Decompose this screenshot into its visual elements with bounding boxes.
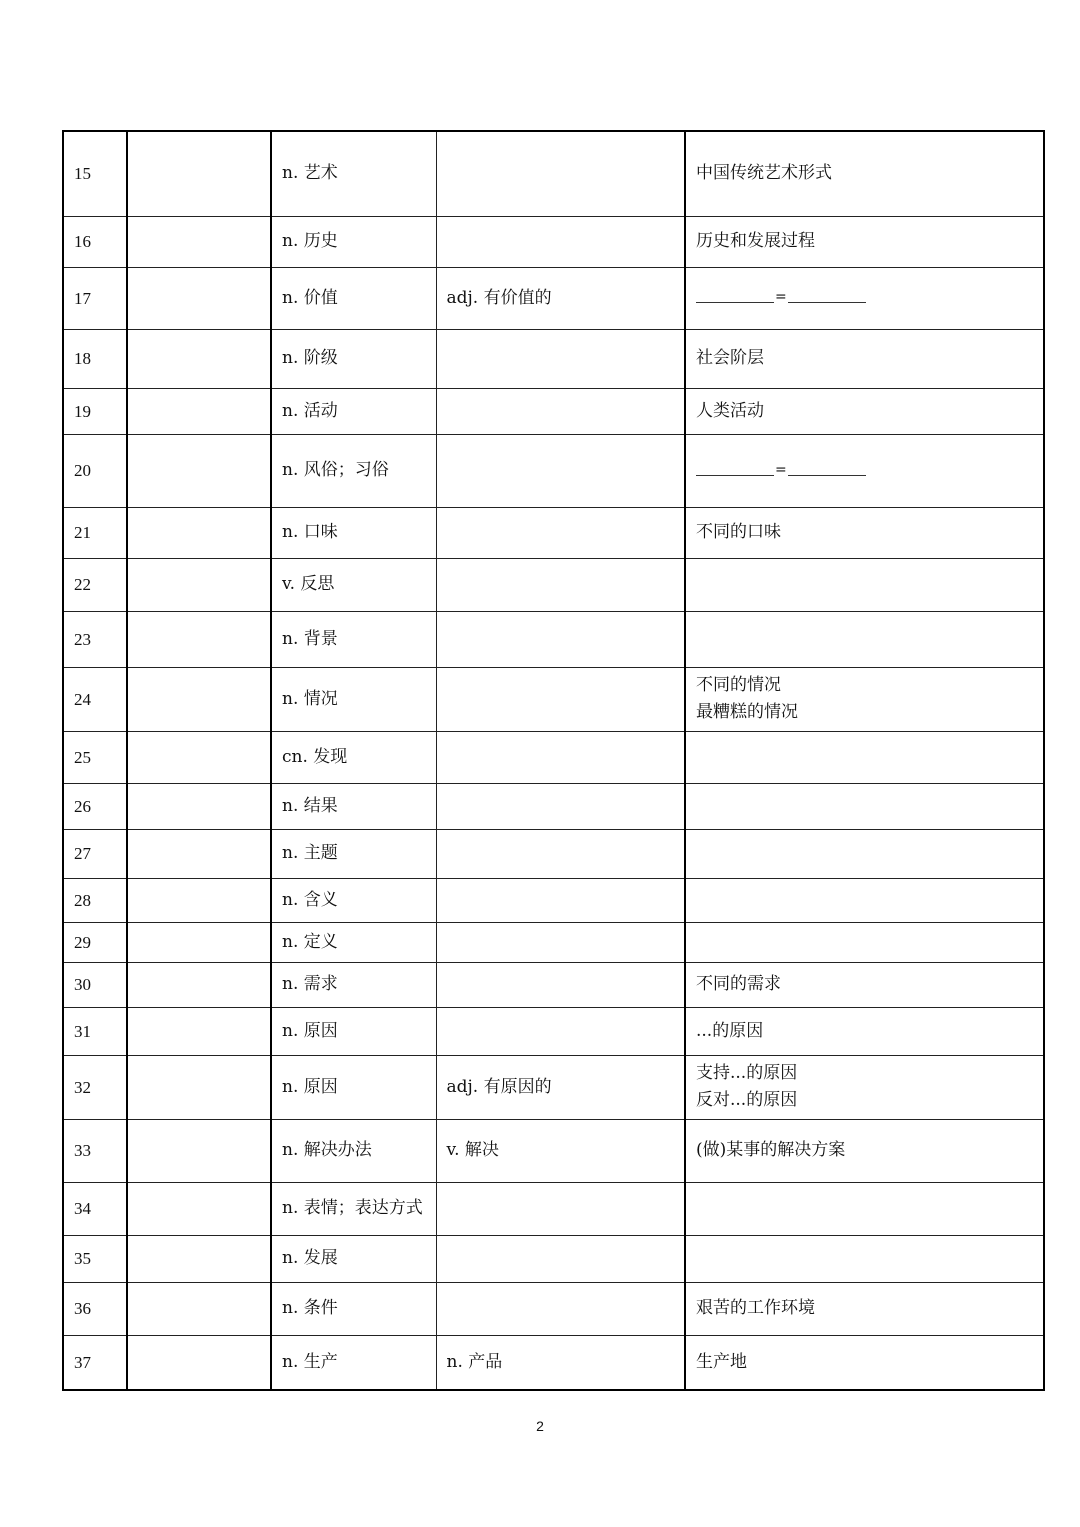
phrase-line: 生产地 bbox=[696, 1351, 747, 1372]
word-cell[interactable] bbox=[127, 216, 271, 267]
derivative-cell bbox=[436, 388, 685, 434]
phrase-line: 中国传统艺术形式 bbox=[696, 163, 832, 184]
word-cell[interactable] bbox=[127, 731, 271, 783]
phrase-cell bbox=[685, 878, 1044, 922]
phrase-cell bbox=[685, 611, 1044, 667]
phrase-cell bbox=[685, 1007, 1044, 1055]
fill-in-blank-pair[interactable] bbox=[696, 288, 866, 308]
word-cell[interactable] bbox=[127, 1182, 271, 1235]
meaning-cell: n. 历史 bbox=[271, 216, 436, 267]
word-cell[interactable] bbox=[127, 783, 271, 829]
row-number-cell: 30 bbox=[63, 962, 127, 1007]
meaning-cell: n. 结果 bbox=[271, 783, 436, 829]
word-cell[interactable] bbox=[127, 267, 271, 329]
derivative-cell bbox=[436, 1282, 685, 1335]
phrase-line: 人类活动 bbox=[696, 400, 764, 421]
derivative-cell bbox=[436, 216, 685, 267]
word-cell[interactable] bbox=[127, 1235, 271, 1282]
meaning-cell: n. 生产 bbox=[271, 1335, 436, 1390]
row-number-cell: 23 bbox=[63, 611, 127, 667]
word-cell[interactable] bbox=[127, 1119, 271, 1182]
table-body bbox=[63, 131, 1044, 1390]
blank-line[interactable] bbox=[788, 457, 866, 476]
meaning-cell: n. 风俗；习俗 bbox=[271, 434, 436, 507]
phrase-line: 支持...的原因 bbox=[696, 1063, 798, 1083]
table-row bbox=[63, 922, 1044, 962]
row-number-cell: 36 bbox=[63, 1282, 127, 1335]
row-number-cell: 33 bbox=[63, 1119, 127, 1182]
row-number-cell: 15 bbox=[63, 131, 127, 216]
row-number-cell: 34 bbox=[63, 1182, 127, 1235]
phrase-cell bbox=[685, 922, 1044, 962]
vocabulary-table bbox=[62, 130, 1045, 1391]
meaning-cell: cn. 发现 bbox=[271, 731, 436, 783]
phrase-cell bbox=[685, 507, 1044, 558]
table-row bbox=[63, 507, 1044, 558]
derivative-cell bbox=[436, 829, 685, 878]
word-cell[interactable] bbox=[127, 1055, 271, 1119]
phrase-cell bbox=[685, 829, 1044, 878]
row-number-cell: 31 bbox=[63, 1007, 127, 1055]
derivative-cell bbox=[436, 131, 685, 216]
meaning-cell: v. 反思 bbox=[271, 558, 436, 611]
phrase-line: ...的原因 bbox=[696, 1020, 764, 1041]
phrase-cell bbox=[685, 329, 1044, 388]
word-cell[interactable] bbox=[127, 434, 271, 507]
derivative-cell bbox=[436, 962, 685, 1007]
meaning-cell: n. 原因 bbox=[271, 1055, 436, 1119]
row-number-cell: 17 bbox=[63, 267, 127, 329]
phrase-cell bbox=[685, 783, 1044, 829]
table-row bbox=[63, 558, 1044, 611]
table-row bbox=[63, 667, 1044, 731]
phrase-line: (做)某事的解决方案 bbox=[696, 1140, 846, 1160]
table-row bbox=[63, 962, 1044, 1007]
table-row bbox=[63, 1119, 1044, 1182]
meaning-cell: n. 解决办法 bbox=[271, 1119, 436, 1182]
phrase-cell bbox=[685, 131, 1044, 216]
word-cell[interactable] bbox=[127, 329, 271, 388]
derivative-cell: v. 解决 bbox=[436, 1119, 685, 1182]
row-number-cell: 27 bbox=[63, 829, 127, 878]
phrase-cell bbox=[685, 216, 1044, 267]
phrase-cell bbox=[685, 434, 1044, 507]
table-row bbox=[63, 1055, 1044, 1119]
row-number-cell: 19 bbox=[63, 388, 127, 434]
meaning-cell: n. 原因 bbox=[271, 1007, 436, 1055]
table-row bbox=[63, 216, 1044, 267]
table-row bbox=[63, 434, 1044, 507]
row-number-cell: 21 bbox=[63, 507, 127, 558]
phrase-line: 最糟糕的情况 bbox=[696, 702, 798, 722]
word-cell[interactable] bbox=[127, 962, 271, 1007]
meaning-cell: n. 含义 bbox=[271, 878, 436, 922]
table-row bbox=[63, 329, 1044, 388]
table-row bbox=[63, 878, 1044, 922]
word-cell[interactable] bbox=[127, 667, 271, 731]
phrase-cell bbox=[685, 1282, 1044, 1335]
derivative-cell bbox=[436, 329, 685, 388]
row-number-cell: 29 bbox=[63, 922, 127, 962]
derivative-cell: adj. 有价值的 bbox=[436, 267, 685, 329]
derivative-cell bbox=[436, 434, 685, 507]
word-cell[interactable] bbox=[127, 131, 271, 216]
derivative-cell bbox=[436, 922, 685, 962]
meaning-cell: n. 定义 bbox=[271, 922, 436, 962]
blank-line[interactable] bbox=[696, 284, 774, 303]
row-number-cell: 25 bbox=[63, 731, 127, 783]
fill-in-blank-pair[interactable] bbox=[696, 461, 866, 481]
equals-sign: = bbox=[775, 289, 787, 305]
phrase-cell bbox=[685, 1055, 1044, 1119]
table-row bbox=[63, 829, 1044, 878]
meaning-cell: n. 活动 bbox=[271, 388, 436, 434]
derivative-cell bbox=[436, 507, 685, 558]
derivative-cell: adj. 有原因的 bbox=[436, 1055, 685, 1119]
table-row bbox=[63, 1007, 1044, 1055]
phrase-cell bbox=[685, 267, 1044, 329]
word-cell[interactable] bbox=[127, 507, 271, 558]
word-cell[interactable] bbox=[127, 611, 271, 667]
meaning-cell: n. 需求 bbox=[271, 962, 436, 1007]
derivative-cell: n. 产品 bbox=[436, 1335, 685, 1390]
derivative-cell bbox=[436, 1235, 685, 1282]
phrase-cell bbox=[685, 1182, 1044, 1235]
phrase-cell bbox=[685, 1335, 1044, 1390]
derivative-cell bbox=[436, 558, 685, 611]
phrase-line: 社会阶层 bbox=[696, 348, 764, 368]
word-cell[interactable] bbox=[127, 1282, 271, 1335]
meaning-cell: n. 表情；表达方式 bbox=[271, 1182, 436, 1235]
table-row bbox=[63, 131, 1044, 216]
row-number-cell: 37 bbox=[63, 1335, 127, 1390]
phrase-cell bbox=[685, 1235, 1044, 1282]
table-row bbox=[63, 611, 1044, 667]
row-number-cell: 16 bbox=[63, 216, 127, 267]
word-cell[interactable] bbox=[127, 558, 271, 611]
word-cell[interactable] bbox=[127, 1007, 271, 1055]
phrase-cell bbox=[685, 558, 1044, 611]
word-cell[interactable] bbox=[127, 388, 271, 434]
meaning-cell: n. 背景 bbox=[271, 611, 436, 667]
derivative-cell bbox=[436, 783, 685, 829]
derivative-cell bbox=[436, 731, 685, 783]
row-number-cell: 26 bbox=[63, 783, 127, 829]
page-number: 2 bbox=[536, 1418, 544, 1434]
row-number-cell: 20 bbox=[63, 434, 127, 507]
word-cell[interactable] bbox=[127, 878, 271, 922]
phrase-line: 不同的需求 bbox=[696, 974, 781, 994]
phrase-line: 不同的口味 bbox=[696, 522, 781, 542]
phrase-line: 不同的情况 bbox=[696, 675, 781, 695]
blank-line[interactable] bbox=[788, 284, 866, 303]
derivative-cell bbox=[436, 1007, 685, 1055]
meaning-cell: n. 阶级 bbox=[271, 329, 436, 388]
word-cell[interactable] bbox=[127, 1335, 271, 1390]
row-number-cell: 35 bbox=[63, 1235, 127, 1282]
table-row bbox=[63, 1282, 1044, 1335]
derivative-cell bbox=[436, 1182, 685, 1235]
meaning-cell: n. 价值 bbox=[271, 267, 436, 329]
row-number-cell: 22 bbox=[63, 558, 127, 611]
table-row bbox=[63, 1235, 1044, 1282]
table-row bbox=[63, 267, 1044, 329]
meaning-cell: n. 发展 bbox=[271, 1235, 436, 1282]
row-number-cell: 18 bbox=[63, 329, 127, 388]
phrase-cell bbox=[685, 962, 1044, 1007]
meaning-cell: n. 情况 bbox=[271, 667, 436, 731]
equals-sign: = bbox=[775, 461, 787, 478]
phrase-cell bbox=[685, 667, 1044, 731]
phrase-cell bbox=[685, 731, 1044, 783]
table-row bbox=[63, 731, 1044, 783]
phrase-line: 反对...的原因 bbox=[696, 1090, 798, 1110]
phrase-line: 艰苦的工作环境 bbox=[696, 1298, 815, 1318]
row-number-cell: 32 bbox=[63, 1055, 127, 1119]
table-row bbox=[63, 388, 1044, 434]
table-row bbox=[63, 1182, 1044, 1235]
phrase-cell bbox=[685, 388, 1044, 434]
row-number-cell: 28 bbox=[63, 878, 127, 922]
table-row bbox=[63, 783, 1044, 829]
derivative-cell bbox=[436, 878, 685, 922]
word-cell[interactable] bbox=[127, 829, 271, 878]
meaning-cell: n. 主题 bbox=[271, 829, 436, 878]
word-cell[interactable] bbox=[127, 922, 271, 962]
meaning-cell: n. 艺术 bbox=[271, 131, 436, 216]
meaning-cell: n. 条件 bbox=[271, 1282, 436, 1335]
derivative-cell bbox=[436, 611, 685, 667]
phrase-line: 历史和发展过程 bbox=[696, 231, 815, 251]
row-number-cell: 24 bbox=[63, 667, 127, 731]
phrase-cell bbox=[685, 1119, 1044, 1182]
derivative-cell bbox=[436, 667, 685, 731]
blank-line[interactable] bbox=[696, 457, 774, 476]
meaning-cell: n. 口味 bbox=[271, 507, 436, 558]
table-row bbox=[63, 1335, 1044, 1390]
